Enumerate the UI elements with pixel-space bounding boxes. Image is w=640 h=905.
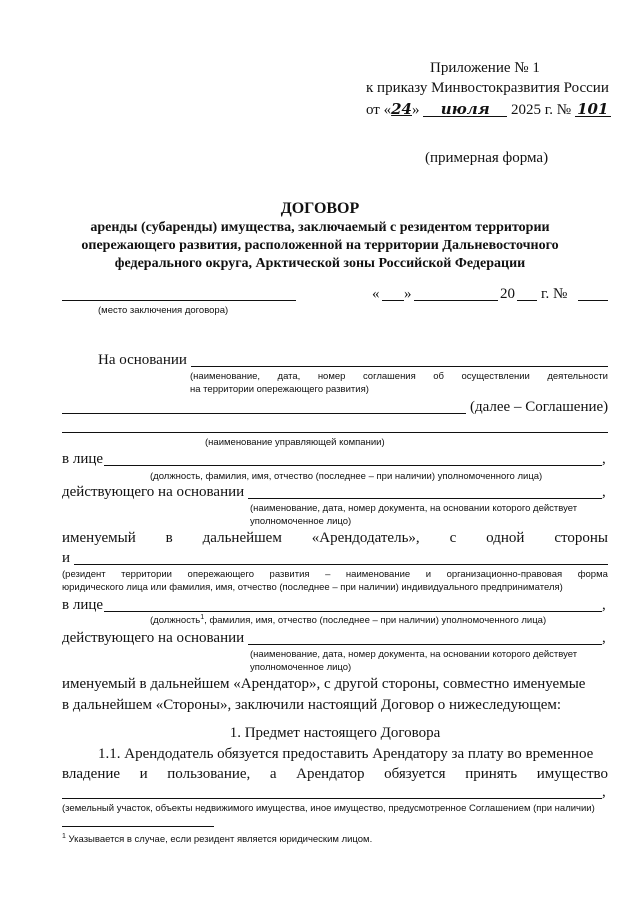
footnote-ref: 1 — [200, 614, 205, 621]
date-day-field[interactable] — [382, 300, 404, 301]
resident-field[interactable] — [74, 564, 608, 565]
comma-1: , — [602, 451, 606, 467]
company-field[interactable] — [62, 432, 608, 433]
tenant-line-2: в дальнейшем «Стороны», заключили настоящий Договор о нижеследующем: — [62, 697, 562, 713]
agreement-suffix: (далее – Соглашение) — [470, 399, 609, 415]
tenant-basis-field[interactable] — [248, 644, 602, 645]
lessor-person-caption: (должность, фамилия, имя, отчество (последнее – при наличии) уполномоченного лица) — [150, 471, 543, 482]
annex-date-line — [366, 100, 611, 119]
resident-caption-line1: (резидент территории опережающего развития – наименование и организационно-правовая форма — [62, 569, 608, 580]
basis-caption-line2: на территории опережающего развития) — [190, 384, 369, 395]
basis-field[interactable] — [191, 366, 608, 367]
annex-month: июля — [423, 102, 507, 117]
number-label: г. № — [541, 286, 568, 302]
place-field[interactable] — [62, 300, 296, 301]
date-month-field[interactable] — [414, 300, 498, 301]
comma-3: , — [602, 597, 606, 613]
comma-2: , — [602, 484, 606, 500]
form-note: (примерная форма) — [425, 150, 549, 166]
agreement-field[interactable] — [62, 413, 466, 414]
number-field[interactable] — [578, 300, 608, 301]
tenant-doc-caption-2: уполномоченное лицо) — [250, 662, 352, 673]
and-label: и — [62, 550, 71, 566]
date-open: « — [372, 286, 380, 302]
tenant-doc-caption-1: (наименование, дата, номер документа, на основании которого действует — [250, 649, 578, 660]
tenant-line-1: именуемый в дальнейшем «Арендатор», с другой стороны, совместно именуемые — [62, 676, 586, 692]
lessor-doc-caption-2: уполномоченное лицо) — [250, 516, 352, 527]
comma-5: , — [602, 784, 606, 800]
property-caption: (земельный участок, объекты недвижимого имущества, иное имущество, предусмотренное Соглашением (при наличии) — [62, 803, 595, 814]
date-close: » — [404, 286, 412, 302]
property-field[interactable] — [62, 798, 602, 799]
place-caption: (место заключения договора) — [98, 305, 229, 316]
footnote: $^1$ Указывается в случае, если резидент является юридическим лицом. — [62, 833, 373, 846]
annex-order: к приказу Минвостокразвития России — [366, 80, 609, 96]
lessor-basis-field[interactable] — [248, 498, 602, 499]
acting-basis-label-2: действующего на основании — [62, 630, 245, 646]
tenant-person-field[interactable] — [104, 611, 602, 612]
basis-caption-line1: (наименование, дата, номер соглашения об осуществлении деятельности — [190, 371, 608, 382]
annex-title: Приложение № 1 — [430, 60, 540, 76]
footnote-divider — [62, 826, 214, 827]
contract-title: ДОГОВОР — [280, 200, 360, 217]
annex-day: 24 — [391, 100, 412, 118]
annex-number: 101 — [575, 102, 611, 117]
annex-year: 2025 г. № — [510, 102, 572, 118]
annex-date-mid: » — [411, 102, 420, 118]
resident-caption-line2: юридического лица или фамилия, имя, отчество (последнее – при наличии) индивидуального предпринимателя) — [62, 582, 563, 593]
clause-1-1-line2: владение и пользование, а Арендатор обязуется принять имущество — [62, 766, 608, 782]
section-1-title: 1. Предмет настоящего Договора — [229, 725, 441, 741]
comma-4: , — [602, 630, 606, 646]
in-person-label: в лице — [62, 451, 104, 467]
clause-1-1-line1: 1.1. Арендодатель обязуется предоставить Арендатору за плату во временное — [98, 746, 594, 762]
date-year-prefix: 20 — [500, 286, 515, 302]
contract-subtitle-1: аренды (субаренды) имущества, заключаемый с резидентом территории — [90, 220, 550, 235]
tenant-person-caption: (должность$^1$, фамилия, имя, отчество (последнее – при наличии) уполномоченного лица) — [150, 614, 547, 627]
lessor-person-field[interactable] — [104, 465, 602, 466]
lessor-doc-caption-1: (наименование, дата, номер документа, на основании которого действует — [250, 503, 578, 514]
company-caption: (наименование управляющей компании) — [205, 437, 385, 448]
in-person-label-2: в лице — [62, 597, 104, 613]
date-year-field[interactable] — [517, 300, 537, 301]
named-lessor-line: именуемый в дальнейшем «Арендодатель», с одной стороны — [62, 530, 608, 546]
basis-label: На основании — [98, 352, 187, 368]
contract-subtitle-3: федерального округа, Арктической зоны Российской Федерации — [114, 256, 526, 271]
acting-basis-label: действующего на основании — [62, 484, 245, 500]
annex-date-prefix: от « — [366, 102, 392, 118]
contract-subtitle-2: опережающего развития, расположенной на территории Дальневосточного — [81, 238, 559, 253]
